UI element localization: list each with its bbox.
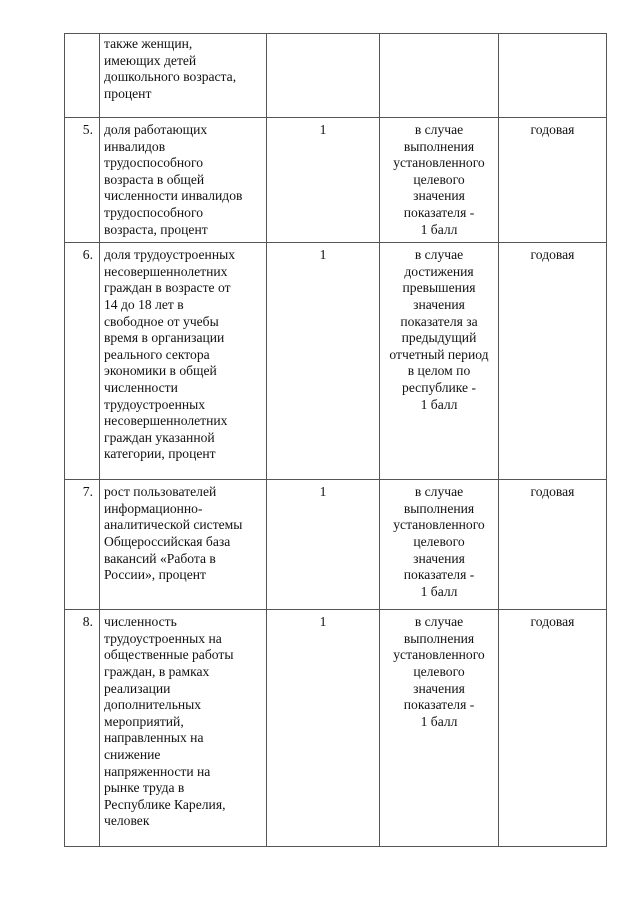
criterion-cell: [380, 610, 499, 847]
table-row: [65, 118, 607, 243]
indicator-cell: [100, 610, 267, 847]
criterion-line: в случае: [414, 484, 464, 500]
indicator-line: категории, процент: [104, 446, 216, 462]
criterion-line: 1 балл: [420, 583, 458, 599]
indicator-cell: [100, 243, 267, 480]
criterion-line: значения: [413, 680, 465, 696]
criterion-line: предыдущий: [401, 330, 477, 346]
indicator-line: доля работающих: [104, 122, 208, 137]
value-cell: [267, 610, 380, 847]
row-number: [65, 480, 100, 610]
periodicity-cell: [499, 610, 607, 847]
criterion-line: 1 балл: [420, 396, 458, 412]
indicator-line: граждан в возрасте от: [104, 280, 231, 296]
indicator-line: России», процент: [104, 567, 206, 583]
table-row: [65, 480, 607, 610]
row-number-text: 8.: [82, 614, 93, 630]
indicator-line: экономики в общей: [104, 363, 217, 379]
criterion-line: значения: [413, 296, 465, 312]
value-cell: [267, 118, 380, 243]
indicator-cell: [100, 118, 267, 243]
criterion-line: показателя -: [403, 697, 475, 713]
periodicity-cell: [499, 243, 607, 480]
criterion-line: установленного: [393, 647, 485, 663]
criterion-line: целевого: [413, 663, 465, 679]
indicator-line: напряженности на: [104, 763, 211, 779]
indicator-line: численности: [104, 379, 178, 395]
criterion-line: выполнения: [403, 630, 475, 646]
indicator-line: численности инвалидов: [104, 188, 243, 204]
criterion-line: значения: [413, 188, 465, 204]
indicator-line: трудоустроенных на: [104, 630, 222, 646]
value-text: 1: [319, 122, 327, 137]
criterion-line: в случае: [414, 122, 464, 137]
indicator-line: возраста в общей: [104, 171, 205, 187]
criterion-line: достижения: [404, 263, 474, 279]
indicator-line: несовершеннолетних: [104, 263, 228, 279]
value-text: 1: [319, 614, 327, 630]
value-text: 1: [319, 484, 327, 500]
value-text: 1: [319, 247, 327, 263]
indicator-line: граждан, в рамках: [104, 663, 210, 679]
criterion-line: выполнения: [403, 500, 475, 516]
indicator-line: реализации: [104, 680, 171, 696]
indicator-line: дошкольного возраста,: [104, 69, 237, 85]
criterion-line: показателя -: [403, 567, 475, 583]
indicator-line: несовершеннолетних: [104, 413, 228, 429]
value-cell: [267, 34, 380, 118]
periodicity-text: годовая: [530, 247, 575, 263]
indicator-cell: [100, 480, 267, 610]
indicator-line: трудоспособного: [104, 155, 204, 171]
criterion-line: целевого: [413, 171, 465, 187]
indicator-line: свободное от учебы: [104, 313, 219, 329]
row-number: [65, 34, 100, 118]
indicator-line: возраста, процент: [104, 221, 208, 237]
criterion-line: превышения: [402, 280, 476, 296]
criterion-line: республике -: [402, 379, 476, 395]
periodicity-cell: [499, 118, 607, 243]
indicator-line: трудоспособного: [104, 204, 204, 220]
periodicity-cell: [499, 34, 607, 118]
periodicity-cell: [499, 480, 607, 610]
indicator-line: снижение: [104, 746, 161, 762]
indicator-line: также женщин,: [104, 36, 193, 51]
indicator-line: численность: [104, 614, 177, 630]
indicator-line: 14 до 18 лет в: [104, 296, 184, 312]
indicators-table: [64, 33, 607, 847]
indicator-line: человек: [104, 813, 150, 829]
periodicity-text: годовая: [530, 122, 575, 137]
indicator-line: Республике Карелия,: [104, 796, 226, 812]
criterion-line: установленного: [393, 517, 485, 533]
criterion-cell: [380, 243, 499, 480]
criterion-line: показателя за: [400, 313, 478, 329]
indicator-line: рост пользователей: [104, 484, 217, 500]
indicator-cell: [100, 34, 267, 118]
value-cell: [267, 243, 380, 480]
indicator-line: Общероссийская база: [104, 533, 231, 549]
indicator-line: направленных на: [104, 730, 204, 746]
indicator-line: трудоустроенных: [104, 396, 206, 412]
indicator-line: аналитической системы: [104, 517, 243, 533]
indicator-line: инвалидов: [104, 138, 166, 154]
row-number-text: 5.: [82, 122, 93, 137]
indicator-line: мероприятий,: [104, 713, 184, 729]
indicator-line: доля трудоустроенных: [104, 247, 236, 263]
criterion-cell: [380, 480, 499, 610]
criterion-line: 1 балл: [420, 713, 458, 729]
table-row: [65, 610, 607, 847]
row-number: [65, 610, 100, 847]
value-cell: [267, 480, 380, 610]
criterion-line: выполнения: [403, 138, 475, 154]
indicator-line: общественные работы: [104, 647, 234, 663]
criterion-line: значения: [413, 550, 465, 566]
indicator-line: время в организации: [104, 330, 225, 346]
periodicity-text: годовая: [530, 484, 575, 500]
criterion-line: в случае: [414, 614, 464, 630]
indicator-line: рынке труда в: [104, 780, 185, 796]
row-number-text: 6.: [82, 247, 93, 263]
criterion-line: показателя -: [403, 204, 475, 220]
criterion-cell: [380, 34, 499, 118]
row-number: [65, 118, 100, 243]
indicator-line: процент: [104, 85, 152, 101]
criterion-line: в случае: [414, 247, 464, 263]
indicator-line: реального сектора: [104, 346, 210, 362]
periodicity-text: годовая: [530, 614, 575, 630]
criterion-line: целевого: [413, 533, 465, 549]
criterion-line: отчетный период: [389, 346, 489, 362]
row-number: [65, 243, 100, 480]
row-number-text: 7.: [82, 484, 93, 500]
table-row: [65, 243, 607, 480]
criterion-line: 1 балл: [420, 221, 458, 237]
criterion-line: в целом по: [407, 363, 471, 379]
indicator-line: информационно-: [104, 500, 203, 516]
indicator-line: имеющих детей: [104, 52, 197, 68]
indicator-line: граждан указанной: [104, 429, 215, 445]
table-row: [65, 34, 607, 118]
indicator-line: дополнительных: [104, 697, 202, 713]
criterion-cell: [380, 118, 499, 243]
indicator-line: вакансий «Работа в: [104, 550, 216, 566]
criterion-line: установленного: [393, 155, 485, 171]
